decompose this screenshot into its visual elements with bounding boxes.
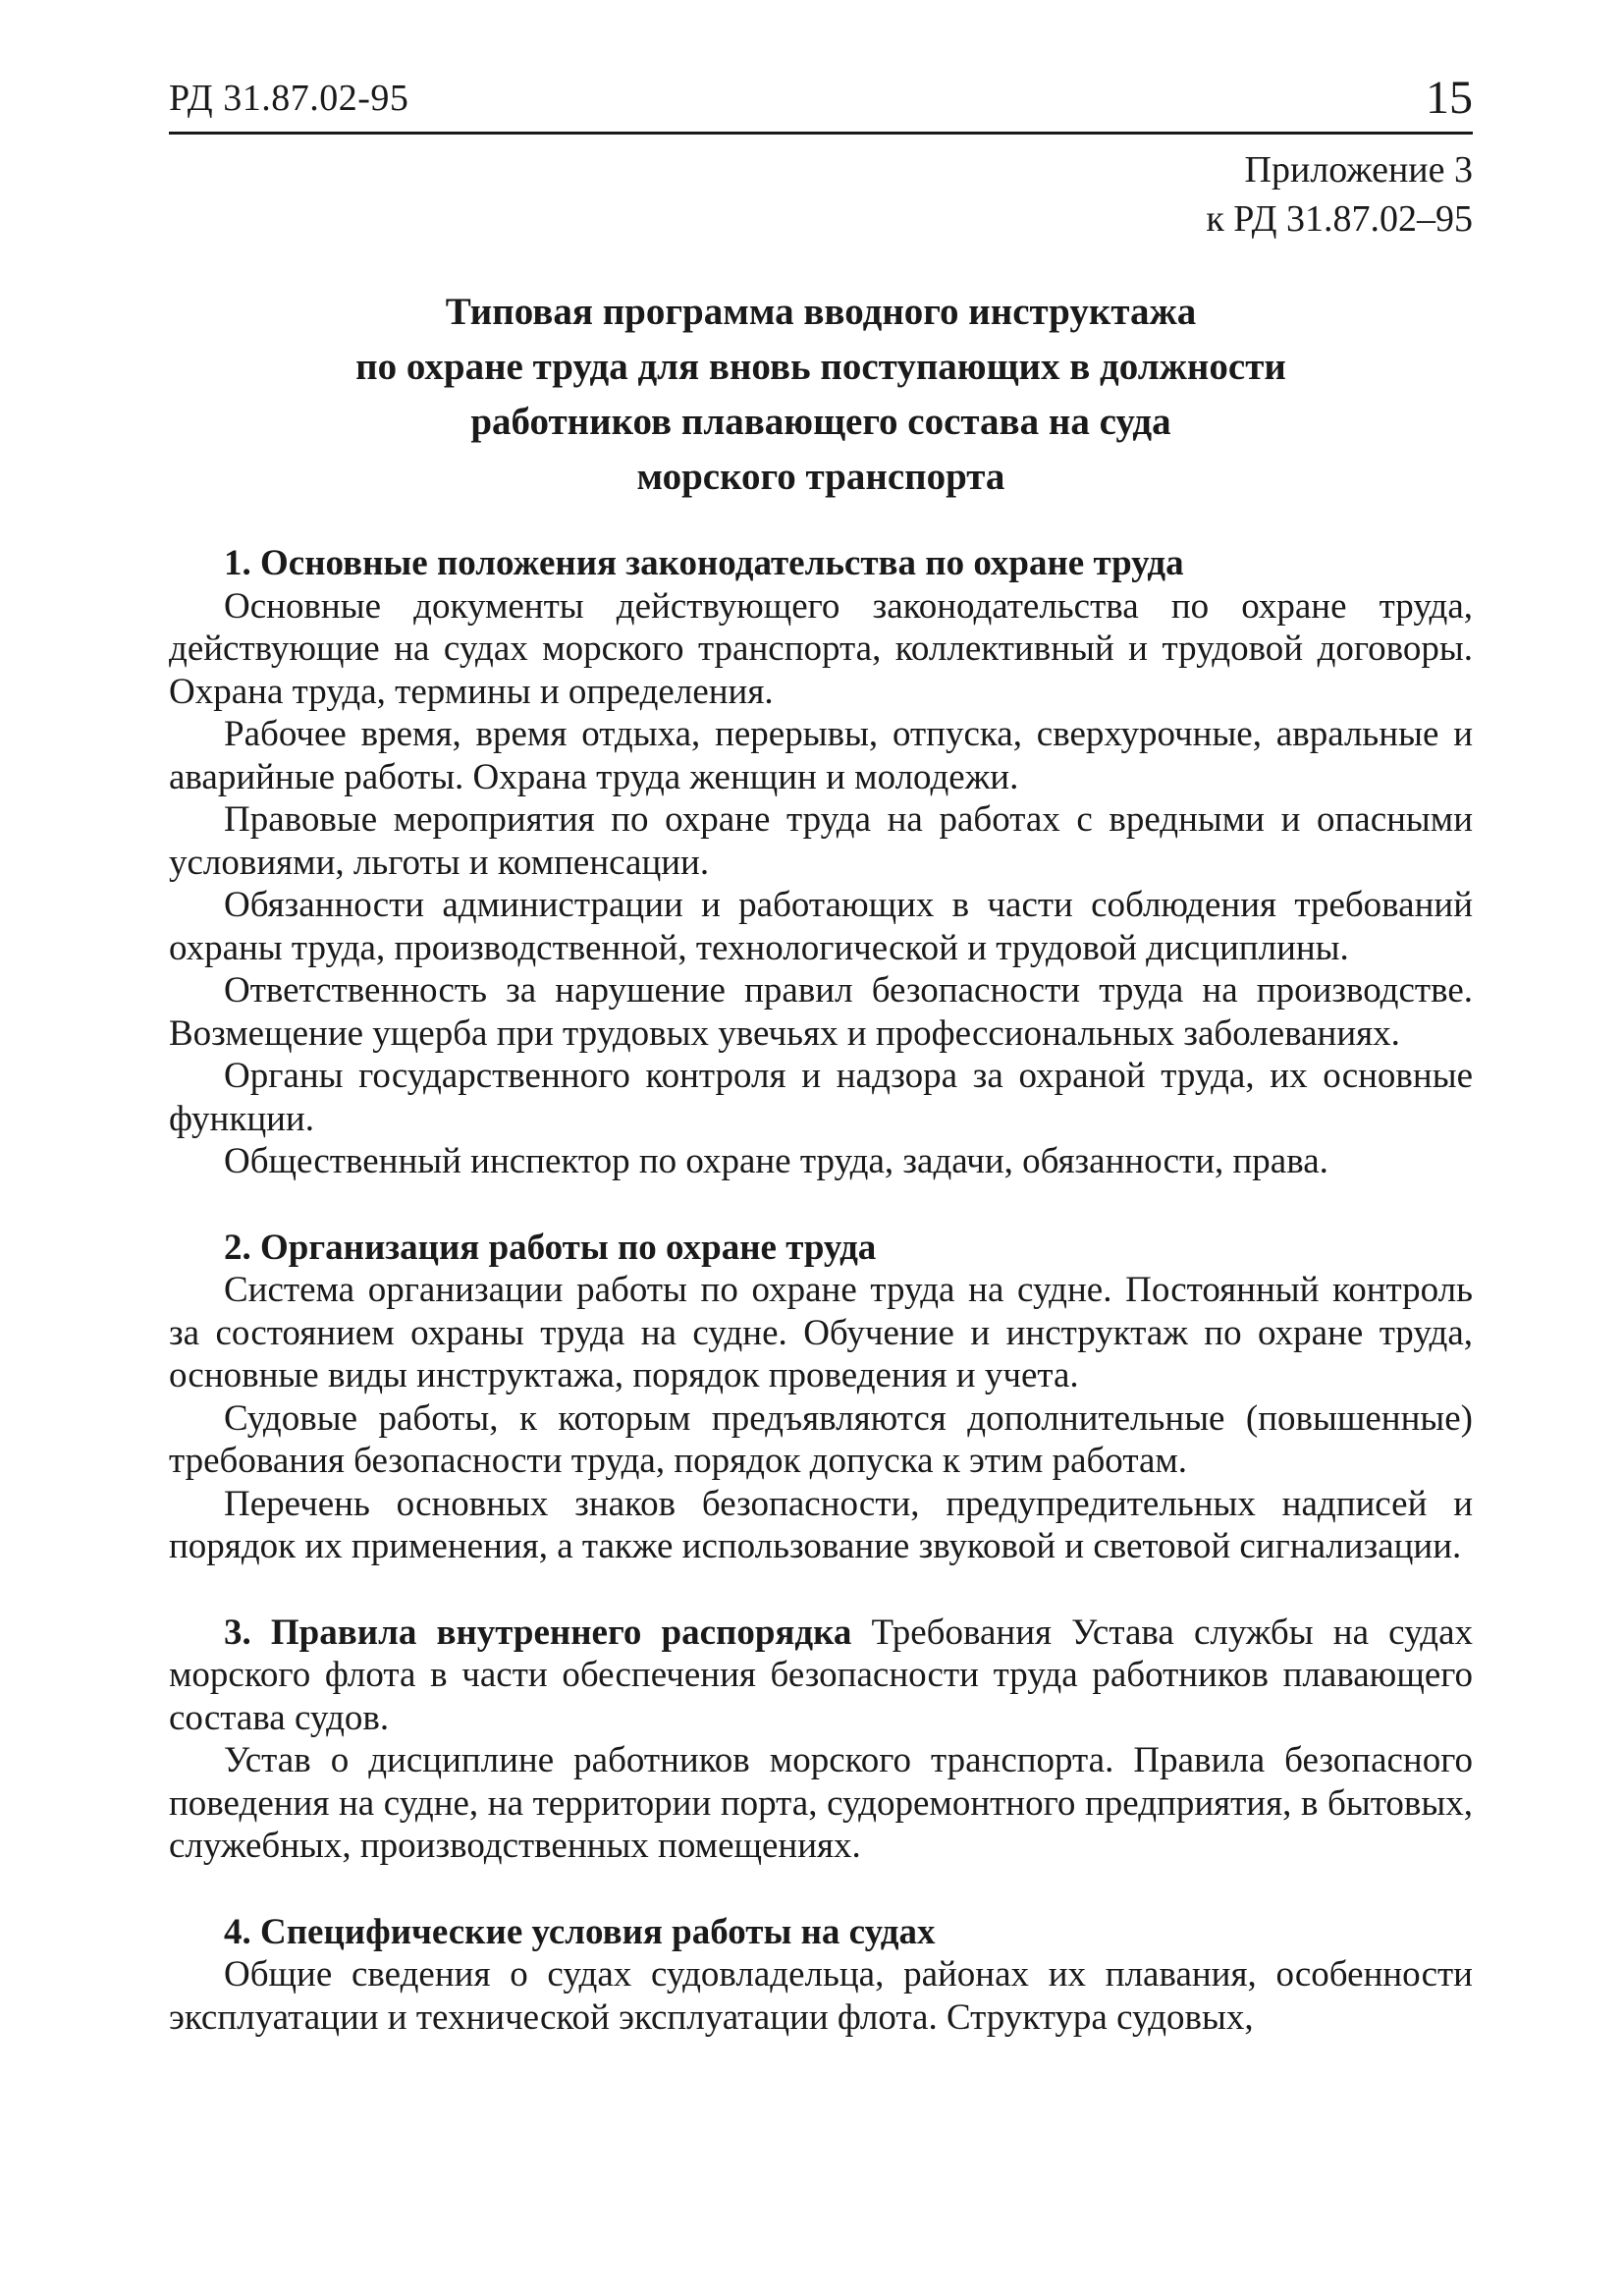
title-line-2: по охране труда для вновь поступающих в должности [355, 346, 1286, 388]
running-header [169, 71, 1473, 135]
section-3-paragraph-1 [169, 1612, 1473, 1740]
section-4-heading: 4. Специфические условия работы на судах [224, 1911, 936, 1952]
section-2-paragraph-2: Судовые работы, к которым предъявляются дополнительные (повышенные) требования безопасности труда, порядок допуска к этим работам. [169, 1397, 1473, 1481]
section-1 [169, 542, 1473, 1183]
title-line-4: морского транспорта [636, 456, 1005, 498]
section-2-paragraph-1: Система организации работы по охране труда на судне. Постоянный контроль за состоянием охраны труда на судне. Обучение и инструктаж по охране труда, основные виды инструктажа, порядок проведения и учета. [169, 1270, 1473, 1395]
section-3 [169, 1612, 1473, 1868]
section-1-paragraph-7: Общественный инспектор по охране труда, задачи, обязанности, права. [224, 1141, 1328, 1181]
section-1-paragraph-1: Основные документы действующего законодательства по охране труда, действующие на судах морского транспорта, коллективный и трудовой договоры. Охрана труда, термины и определения. [169, 585, 1473, 712]
section-1-paragraph-4: Обязанности администрации и работающих в части соблюдения требований охраны труда, производственной, технологической и трудовой дисциплины. [169, 885, 1473, 968]
document-body [169, 542, 1473, 2039]
section-1-heading: 1. Основные положения законодательства по охране труда [224, 543, 1184, 583]
section-3-heading: 3. Правила внутреннего распорядка [224, 1612, 852, 1653]
appendix-line-1: Приложение 3 [1244, 149, 1473, 191]
section-4-paragraph-1: Общие сведения о судах судовладельца, районах их плавания, особенности эксплуатации и технической эксплуатации флота. Структура судовых, [169, 1954, 1473, 2038]
section-2-heading: 2. Организация работы по охране труда [224, 1227, 877, 1268]
section-1-paragraph-3: Правовые мероприятия по охране труда на работах с вредными и опасными условиями, льготы и компенсации. [169, 799, 1473, 883]
section-1-paragraph-2: Рабочее время, время отдыха, перерывы, отпуска, сверхурочные, авральные и аварийные работы. Охрана труда женщин и молодежи. [169, 714, 1473, 797]
document-title [169, 285, 1473, 505]
appendix-reference [1206, 145, 1473, 244]
section-3-paragraph-1-text: Требования Устава службы на судах морского флота в части обеспечения безопасности труда работников плавающего состава судов. [169, 1612, 1473, 1738]
section-2-paragraph-3: Перечень основных знаков безопасности, предупредительных надписей и порядок их применения, а также использование звуковой и световой сигнализации. [169, 1483, 1473, 1566]
section-1-paragraph-6: Органы государственного контроля и надзора за охраной труда, их основные функции. [169, 1056, 1473, 1139]
section-4 [169, 1911, 1473, 2040]
title-line-3: работников плавающего состава на суда [470, 401, 1171, 443]
section-1-paragraph-5: Ответственность за нарушение правил безопасности труда на производстве. Возмещение ущерба при трудовых увечьях и профессиональных заболеваниях. [169, 970, 1473, 1054]
section-3-paragraph-2: Устав о дисциплине работников морского транспорта. Правила безопасного поведения на судне, на территории порта, судоремонтного предприятия, в бытовых, служебных, производственных помещениях. [169, 1740, 1473, 1866]
document-code: РД 31.87.02-95 [169, 78, 409, 119]
appendix-line-2: к РД 31.87.02–95 [1206, 198, 1473, 240]
section-2 [169, 1227, 1473, 1568]
title-line-1: Типовая программа вводного инструктажа [445, 291, 1197, 333]
page-number: 15 [1426, 72, 1473, 124]
